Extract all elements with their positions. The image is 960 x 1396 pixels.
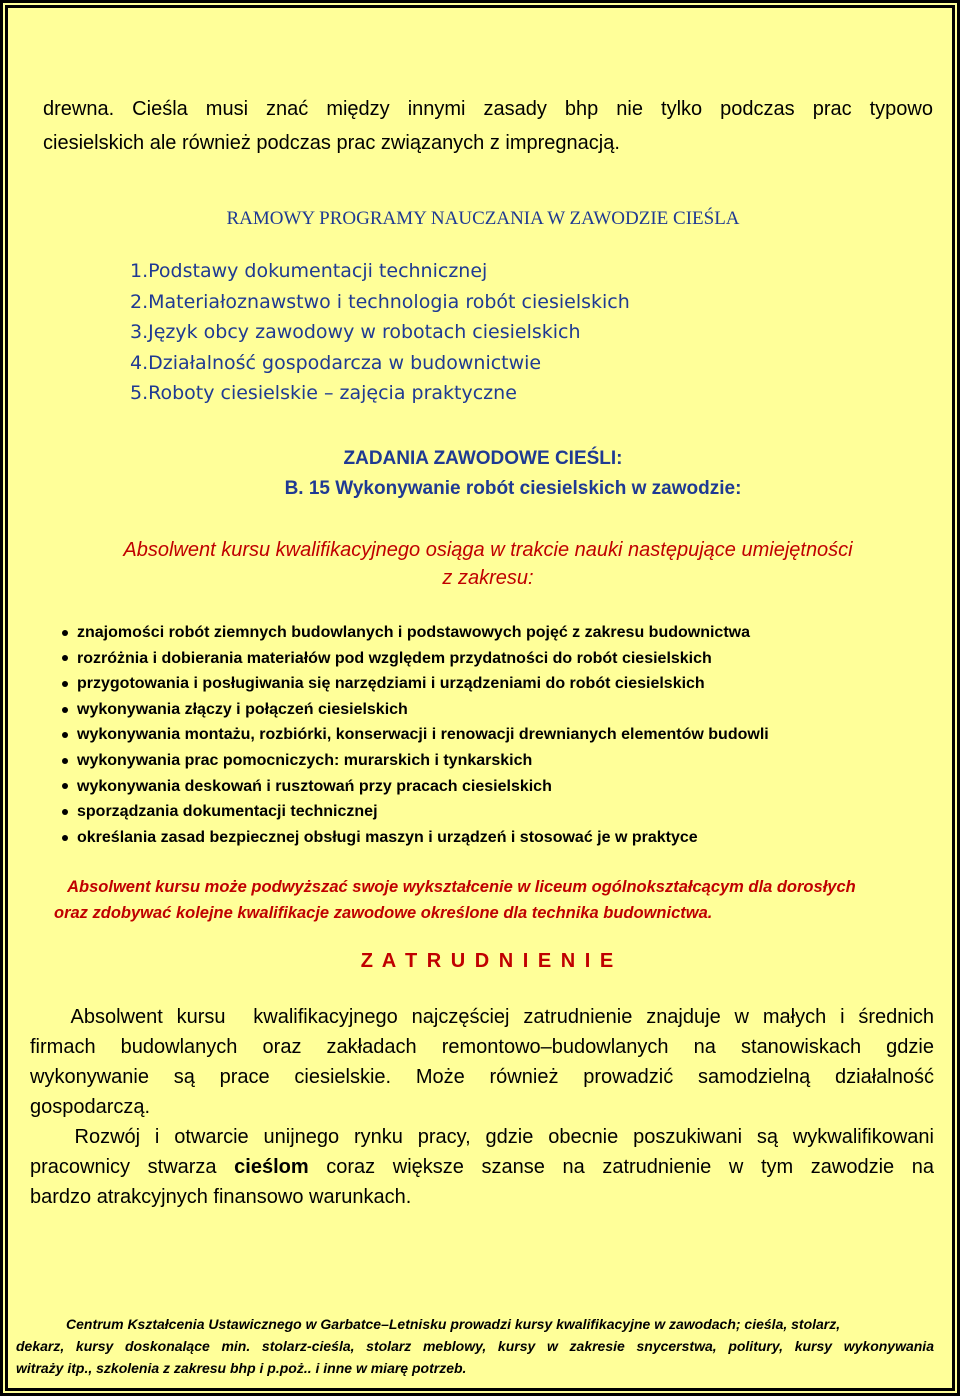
program-title: RAMOWY PROGRAMY NAUCZANIA W ZAWODZIE CIEŚLA	[226, 208, 740, 229]
bullet-icon	[62, 758, 68, 764]
tasks-title: ZADANIA ZAWODOWE CIEŚLI:	[343, 448, 623, 469]
skill-item	[62, 671, 769, 697]
skill-text: wykonywania prac pomocniczych: murarskich i tynkarskich	[77, 751, 533, 769]
employment-line: wykonywanie są prace ciesielskie. Może również prowadzić samodzielną działalność	[30, 1066, 934, 1088]
employment-line: Rozwój i otwarcie unijnego rynku pracy, gdzie obecnie poszukiwani są wykwalifikowani	[30, 1126, 934, 1148]
bullet-icon	[62, 835, 68, 841]
footer-line: Centrum Kształcenia Ustawicznego w Garbatce–Letnisku prowadzi kursy kwalifikacyjne w zawodach; cieśla, stolarz,	[66, 1316, 841, 1332]
bullet-icon	[62, 783, 68, 789]
intro-line: ciesielskich ale również podczas prac związanych z impregnacją.	[43, 132, 620, 154]
skill-text: rozróżnia i dobierania materiałów pod względem przydatności do robót ciesielskich	[77, 649, 712, 667]
skill-text: przygotowania i posługiwania się narzędziami i urządzeniami do robót ciesielskich	[77, 675, 705, 693]
program-list	[130, 256, 630, 409]
skill-item	[62, 748, 769, 774]
program-item: 5.Roboty ciesielskie – zajęcia praktyczne	[130, 382, 517, 404]
employment-line: bardzo atrakcyjnych finansowo warunkach.	[30, 1186, 412, 1208]
skills-intro	[48, 536, 928, 592]
further-line: oraz zdobywać kolejne kwalifikacje zawodowe określone dla technika budownictwa.	[54, 904, 713, 922]
program-item: 4.Działalność gospodarcza w budownictwie	[130, 351, 542, 374]
bullet-icon	[62, 732, 68, 738]
skills-intro-line: z zakresu:	[442, 567, 534, 589]
skill-text: znajomości robót ziemnych budowlanych i podstawowych pojęć z zakresu budownictwa	[77, 624, 750, 641]
footer-line: dekarz, kursy doskonalące min. stolarz-cieśla, stolarz meblowy, kursy w zakresie snycerstwa, politury, kursy wykonywania	[16, 1338, 934, 1354]
employment-text: coraz większe szanse na zatrudnienie w tym zawodzie na	[326, 1156, 934, 1178]
employment-text: pracownicy stwarza	[30, 1156, 217, 1178]
bullet-icon	[62, 655, 68, 661]
employment-paragraph	[30, 1002, 934, 1212]
skills-intro-line: Absolwent kursu kwalifikacyjnego osiąga w trakcie nauki następujące umiejętności	[123, 539, 853, 561]
skill-text: określania zasad bezpiecznej obsługi maszyn i urządzeń i stosować je w praktyce	[77, 828, 698, 846]
bullet-icon	[62, 707, 68, 713]
bullet-icon	[62, 809, 68, 815]
footer-note	[16, 1313, 934, 1379]
skill-item	[62, 799, 769, 825]
employment-line: firmach budowlanych oraz zakładach remontowo–budowlanych na stanowiskach gdzie	[30, 1036, 934, 1058]
intro-line: drewna. Cieśla musi znać między innymi zasady bhp nie tylko podczas prac typowo	[43, 98, 933, 120]
employment-line	[30, 1152, 934, 1182]
skill-text: wykonywania montażu, rozbiórki, konserwacji i renowacji drewnianych elementów budowli	[77, 726, 769, 744]
employment-line: gospodarczą.	[30, 1096, 151, 1118]
skill-item	[62, 774, 769, 800]
bullet-icon	[62, 630, 68, 636]
skill-text: wykonywania deskowań i rusztowań przy pracach ciesielskich	[77, 777, 552, 795]
skill-text: wykonywania złączy i połączeń ciesielskich	[77, 700, 408, 718]
skill-item	[62, 825, 769, 851]
tasks-subtitle: B. 15 Wykonywanie robót ciesielskich w zawodzie:	[284, 478, 742, 499]
employment-line: Absolwent kursu kwalifikacyjnego najczęściej zatrudnienie znajduje w małych i średnich	[30, 1006, 934, 1028]
skill-item	[62, 620, 769, 646]
skill-item	[62, 646, 769, 672]
further-education	[54, 874, 934, 926]
skill-item	[62, 722, 769, 748]
intro-paragraph	[43, 92, 933, 160]
footer-line: witraży itp., szkolenia z zakresu bhp i p.poż.. i inne w miarę potrzeb.	[16, 1360, 467, 1376]
further-line: Absolwent kursu może podwyższać swoje wykształcenie w liceum ogólnokształcącym dla dorosłych	[54, 878, 856, 896]
program-item: 2.Materiałoznawstwo i technologia robót ciesielskich	[130, 290, 630, 313]
employment-bold-word: cieślom	[234, 1156, 309, 1178]
program-item: 1.Podstawy dokumentacji technicznej	[130, 260, 488, 282]
skills-list	[62, 620, 769, 850]
employment-heading: Z A T R U D N I E N I E	[360, 950, 616, 972]
program-item: 3.Język obcy zawodowy w robotach ciesielskich	[130, 321, 581, 343]
skill-text: sporządzania dokumentacji technicznej	[77, 803, 378, 821]
skill-item	[62, 697, 769, 723]
bullet-icon	[62, 681, 68, 687]
